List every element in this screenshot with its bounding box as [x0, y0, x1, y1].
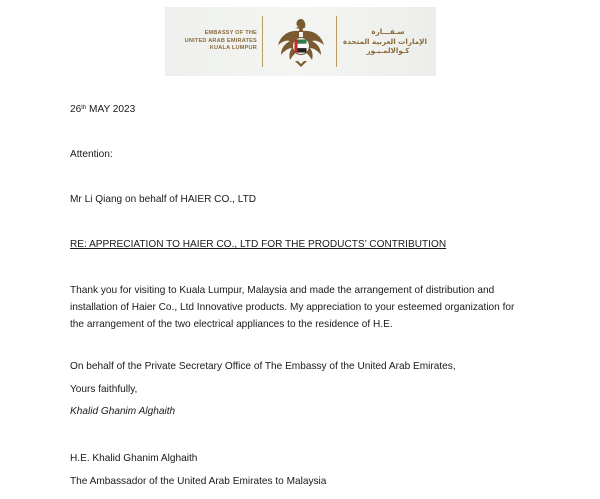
letterhead-arabic-line: سـفـــارة [371, 27, 405, 37]
letterhead-divider [336, 16, 337, 67]
closing-line: Yours faithfully, [70, 384, 138, 395]
letterhead-arabic-line: الإمارات العربية المتحدة [343, 36, 427, 46]
behalf-line: On behalf of the Private Secretary Office of The Embassy of the United Arab Emirates, [70, 361, 456, 372]
letterhead-english-line: EMBASSY OF THE [204, 30, 257, 37]
date-month-year: MAY 2023 [86, 104, 136, 115]
letterhead-english-line: KUALA LUMPUR [209, 45, 257, 52]
embassy-letterhead [165, 7, 436, 76]
date-day: 26 [70, 104, 82, 115]
letterhead-arabic-name [343, 7, 433, 76]
signature-text: Khalid Ghanim Alghaith [70, 406, 176, 417]
letterhead-english-name [165, 7, 257, 76]
letterhead-english-line: UNITED ARAB EMIRATES [184, 37, 257, 44]
body-paragraph: Thank you for visiting to Kuala Lumpur, Malaysia and made the arrangement of distribution and installation of Haier Co., Ltd Innovative products. My appreciation to your esteemed organization for the arrangement of the two electrical appliances to the residence of H.E. [70, 285, 515, 330]
recipient-line: Mr Li Qiang on behalf of HAIER CO., LTD [70, 194, 257, 205]
letterhead-divider [262, 16, 263, 67]
signatory-name: H.E. Khalid Ghanim Alghaith [70, 453, 198, 464]
letter-date [70, 103, 135, 116]
attention-line: Attention: [70, 149, 113, 160]
date-suffix: th [81, 105, 87, 111]
subject-line: RE: APPRECIATION TO HAIER CO., LTD FOR THE PRODUCTS’ CONTRIBUTION [70, 239, 447, 250]
signatory-title: The Ambassador of the United Arab Emirates to Malaysia [70, 476, 327, 487]
letterhead-arabic-line: كـوالالمـبـور [366, 46, 410, 56]
uae-falcon-emblem-icon [275, 15, 327, 69]
